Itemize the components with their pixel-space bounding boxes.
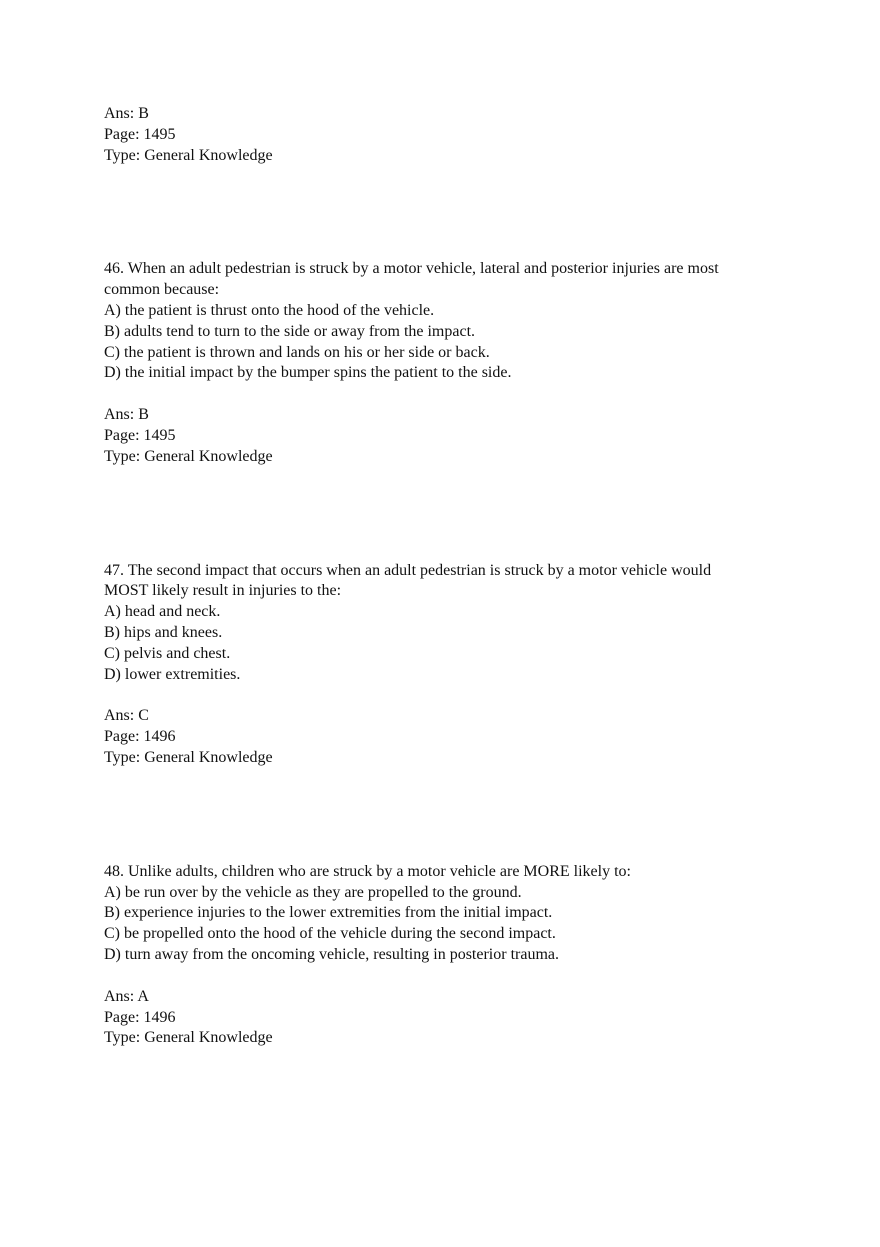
- option-b: B) experience injuries to the lower extremities from the initial impact.: [104, 904, 553, 922]
- option-c: C) the patient is thrown and lands on his or her side or back.: [104, 343, 490, 361]
- answer-block-45: [104, 104, 794, 166]
- option-d: D) the initial impact by the bumper spins the patient to the side.: [104, 364, 512, 382]
- answer-line: Ans: B: [104, 105, 149, 122]
- question-text-line2: MOST likely result in injuries to the:: [104, 582, 342, 600]
- page-line: Page: 1496: [104, 1008, 176, 1026]
- question-text-line1: 47. The second impact that occurs when an adult pedestrian is struck by a motor vehicle would: [104, 561, 712, 579]
- type-line: Type: General Knowledge: [104, 748, 273, 766]
- option-c: C) be propelled onto the hood of the vehicle during the second impact.: [104, 925, 556, 943]
- option-d: D) turn away from the oncoming vehicle, resulting in posterior trauma.: [104, 945, 559, 963]
- question-48: [104, 862, 794, 1049]
- option-c: C) pelvis and chest.: [104, 644, 231, 662]
- option-a: A) head and neck.: [104, 603, 221, 621]
- question-text-line1: 48. Unlike adults, children who are struck by a motor vehicle are MORE likely to:: [104, 862, 631, 880]
- question-46: [104, 259, 794, 467]
- page-line: Page: 1496: [104, 728, 176, 746]
- option-a: A) be run over by the vehicle as they are propelled to the ground.: [104, 883, 522, 901]
- answer-line: Ans: B: [104, 406, 149, 424]
- document-page: [104, 104, 794, 1049]
- option-d: D) lower extremities.: [104, 665, 241, 683]
- type-line: Type: General Knowledge: [104, 146, 273, 164]
- type-line: Type: General Knowledge: [104, 447, 273, 465]
- question-47: [104, 561, 794, 769]
- option-b: B) adults tend to turn to the side or away from the impact.: [104, 322, 476, 340]
- answer-line: Ans: A: [104, 987, 149, 1005]
- answer-line: Ans: C: [104, 707, 149, 725]
- page-line: Page: 1495: [104, 125, 176, 143]
- option-a: A) the patient is thrust onto the hood of the vehicle.: [104, 301, 435, 319]
- type-line: Type: General Knowledge: [104, 1029, 273, 1047]
- option-b: B) hips and knees.: [104, 623, 223, 641]
- question-text-line2: common because:: [104, 281, 220, 299]
- page-line: Page: 1495: [104, 426, 176, 444]
- question-text-line1: 46. When an adult pedestrian is struck by a motor vehicle, lateral and posterior injuries are most: [104, 260, 719, 278]
